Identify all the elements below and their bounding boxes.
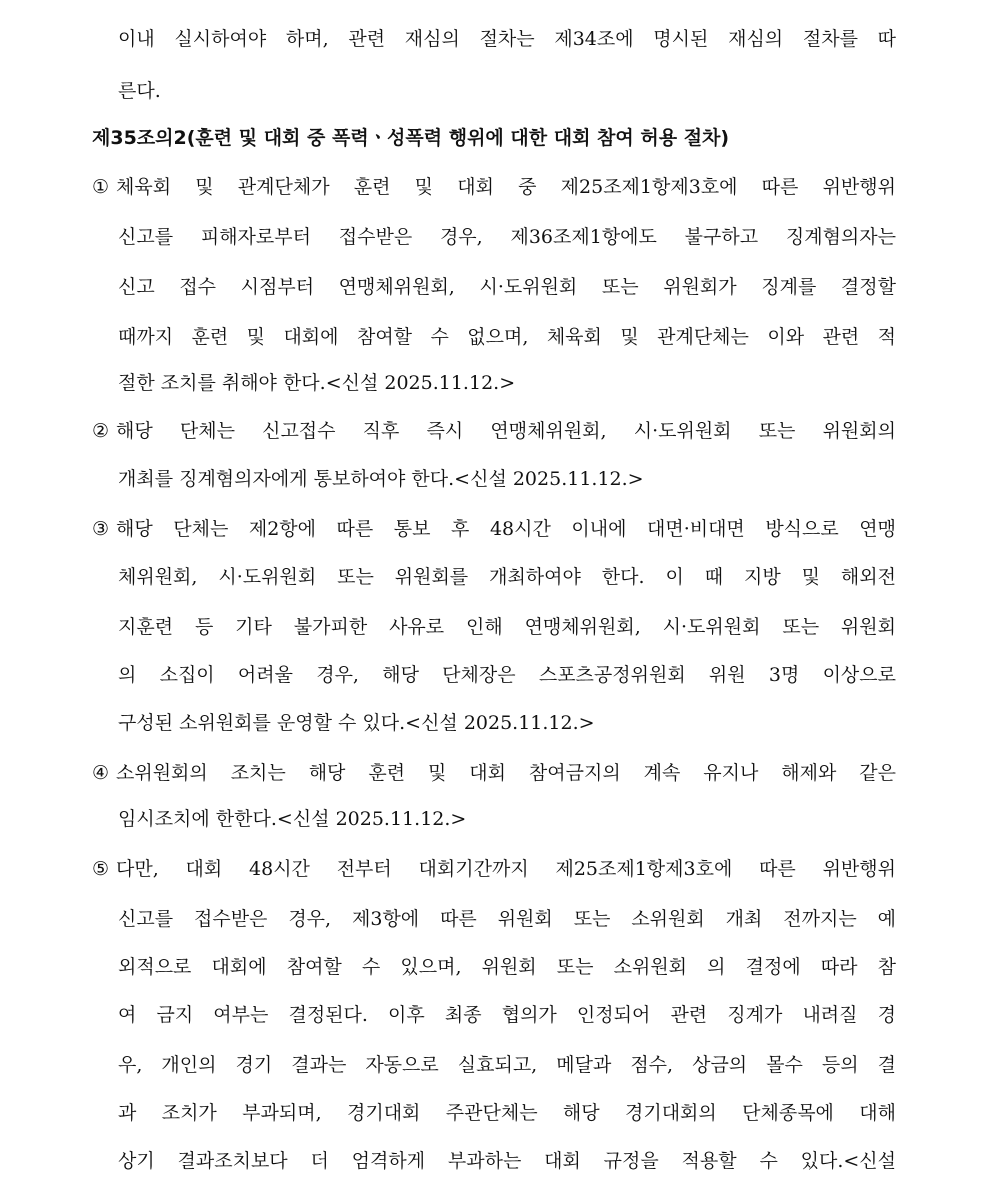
paragraph-3-line-4: 의 소집이 어려울 경우, 해당 단체장은 스포츠공정위원회 위원 3명 이상으로 — [118, 664, 896, 686]
paragraph-5-line-3: 외적으로 대회에 참여할 수 있으며, 위원회 또는 소위원회 의 결정에 따라 참 — [118, 956, 896, 978]
paragraph-5-line-1 — [92, 854, 896, 884]
paragraph-2-line-1 — [92, 416, 896, 446]
paragraph-5-text-1: 다만, 대회 48시간 전부터 대회기간까지 제25조제1항제3호에 따른 위반행위 — [116, 858, 896, 880]
article-heading: 제35조의2(훈련 및 대회 중 폭력ㆍ성폭력 행위에 대한 대회 참여 허용 절차) — [92, 127, 730, 149]
paragraph-1-marker: ① — [92, 176, 110, 198]
paragraph-3-text-1: 해당 단체는 제2항에 따른 통보 후 48시간 이내에 대면·비대면 방식으로 연맹 — [116, 518, 896, 540]
paragraph-5-line-4: 여 금지 여부는 결정된다. 이후 최종 협의가 인정되어 관련 징계가 내려질 경 — [118, 1004, 896, 1026]
paragraph-4-marker: ④ — [92, 762, 110, 784]
paragraph-3-line-2: 체위원회, 시·도위원회 또는 위원회를 개최하여야 한다. 이 때 지방 및 해외전 — [118, 566, 896, 588]
paragraph-5-line-5: 우, 개인의 경기 결과는 자동으로 실효되고, 메달과 점수, 상금의 몰수 등의 결 — [118, 1054, 896, 1076]
paragraph-1-line-1 — [92, 172, 896, 202]
paragraph-3-marker: ③ — [92, 518, 110, 540]
paragraph-5-line-6: 과 조치가 부과되며, 경기대회 주관단체는 해당 경기대회의 단체종목에 대해 — [118, 1102, 896, 1124]
paragraph-3-line-3: 지훈련 등 기타 불가피한 사유로 인해 연맹체위원회, 시·도위원회 또는 위원회 — [118, 616, 896, 638]
paragraph-5-line-7: 상기 결과조치보다 더 엄격하게 부과하는 대회 규정을 적용할 수 있다.<신설 — [118, 1150, 896, 1172]
paragraph-2-line-2: 개최를 징계혐의자에게 통보하여야 한다.<신설 2025.11.12.> — [118, 468, 644, 490]
paragraph-1-text-1: 체육회 및 관계단체가 훈련 및 대회 중 제25조제1항제3호에 따른 위반행위 — [116, 176, 896, 198]
intro-line-1: 이내 실시하여야 하며, 관련 재심의 절차는 제34조에 명시된 재심의 절차를 따 — [118, 28, 896, 50]
paragraph-4-text-1: 소위원회의 조치는 해당 훈련 및 대회 참여금지의 계속 유지나 해제와 같은 — [116, 762, 896, 784]
paragraph-5-marker: ⑤ — [92, 858, 110, 880]
paragraph-1-line-5: 절한 조치를 취해야 한다.<신설 2025.11.12.> — [118, 372, 516, 394]
paragraph-2-marker: ② — [92, 420, 110, 442]
paragraph-1-line-3: 신고 접수 시점부터 연맹체위원회, 시·도위원회 또는 위원회가 징계를 결정할 — [118, 276, 896, 298]
paragraph-3-line-1 — [92, 514, 896, 544]
paragraph-4-line-2: 임시조치에 한한다.<신설 2025.11.12.> — [118, 808, 467, 830]
paragraph-1-line-2: 신고를 피해자로부터 접수받은 경우, 제36조제1항에도 불구하고 징계혐의자는 — [118, 226, 896, 248]
paragraph-2-text-1: 해당 단체는 신고접수 직후 즉시 연맹체위원회, 시·도위원회 또는 위원회의 — [116, 420, 896, 442]
paragraph-1-line-4: 때까지 훈련 및 대회에 참여할 수 없으며, 체육회 및 관계단체는 이와 관련 적 — [118, 326, 896, 348]
paragraph-3-line-5: 구성된 소위원회를 운영할 수 있다.<신설 2025.11.12.> — [118, 712, 595, 734]
paragraph-4-line-1 — [92, 758, 896, 788]
paragraph-5-line-2: 신고를 접수받은 경우, 제3항에 따른 위원회 또는 소위원회 개최 전까지는 예 — [118, 908, 896, 930]
intro-line-2: 른다. — [118, 80, 161, 102]
